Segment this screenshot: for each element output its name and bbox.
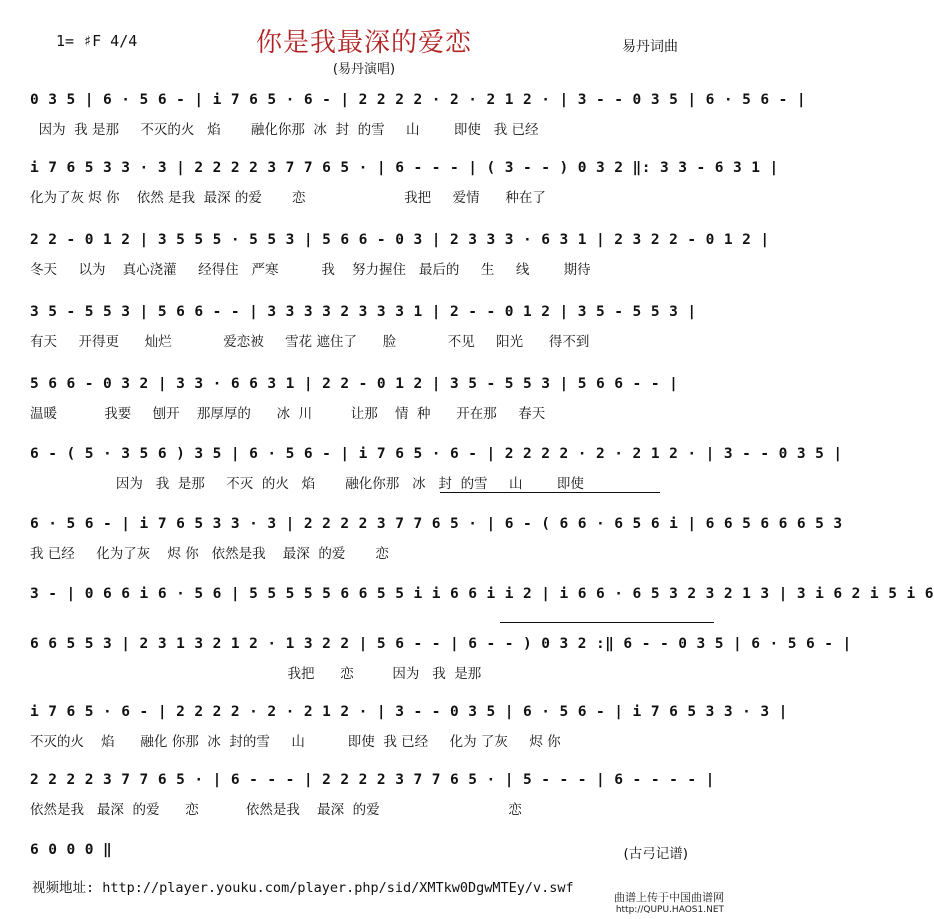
notation-line: 6 - ( 5 · 3 5 6 ) 3 5 | 6 · 5 6 - | i 7 6 5 · 6 - | 2 2 2 2 · 2 · 2 1 2 · | 3 - - 0 3 5 | [30, 446, 843, 462]
lyrics-line: 有天 开得更 灿烂 爱恋被 雪花 遮住了 脸 不见 阳光 得不到 [30, 334, 590, 350]
volta-bracket-1 [440, 492, 660, 493]
watermark-line-1: 曲谱上传于中国曲谱网 [614, 891, 724, 904]
notation-line: 6 · 5 6 - | i 7 6 5 3 3 · 3 | 2 2 2 2 3 7 7 6 5 · | 6 - ( 6 6 · 6 5 6 i | 6 6 5 6 6 6 5 3 [30, 516, 843, 532]
notation-line: i 7 6 5 · 6 - | 2 2 2 2 · 2 · 2 1 2 · | 3 - - 0 3 5 | 6 · 5 6 - | i 7 6 5 3 3 · 3 | [30, 704, 788, 720]
notation-line: 0 3 5 | 6 · 5 6 - | i 7 6 5 · 6 - | 2 2 2 2 · 2 · 2 1 2 · | 3 - - 0 3 5 | 6 · 5 6 - | [30, 92, 807, 108]
notation-line: 6 0 0 0 ‖ [30, 842, 113, 858]
notation-line: 3 - | 0 6 6 i 6 · 5 6 | 5 5 5 5 5 6 6 5 5 i i 6 6 i i 2 | i 6 6 · 6 5 3 2 3 2 1 3 | 3 i 6 2 i 5 i 6 [30, 586, 934, 602]
notation-line: 2 2 2 2 3 7 7 6 5 · | 6 - - - | 2 2 2 2 3 7 7 6 5 · | 5 - - - | 6 - - - - | [30, 772, 715, 788]
volta-bracket-2 [500, 622, 714, 623]
lyrics-line: 我 已经 化为了灰 烬 你 依然是我 最深 的爱 恋 [30, 546, 389, 562]
notation-line: 6 6 5 5 3 | 2 3 1 3 2 1 2 · 1 3 2 2 | 5 6 - - | 6 - - ) 0 3 2 :‖ 6 - - 0 3 5 | 6 · 5 6 - | [30, 636, 852, 652]
page-title: 你是我最深的爱恋 [255, 28, 472, 58]
singer-credit: (易丹演唱) [332, 62, 396, 77]
lyrics-line: 化为了灰 烬 你 依然 是我 最深 的爱 恋 我把 爱情 种在了 [30, 190, 546, 206]
composer-credit: 易丹词曲 [622, 39, 678, 55]
transcriber-credit: (古弓记谱) [623, 846, 688, 862]
lyrics-line: 因为 我 是那 不灭的火 焰 融化你那 冰 封 的雪 山 即使 我 已经 [30, 122, 539, 138]
notation-line: 3 5 - 5 5 3 | 5 6 6 - - | 3 3 3 3 2 3 3 3 1 | 2 - - 0 1 2 | 3 5 - 5 5 3 | [30, 304, 697, 320]
key-signature: 1= ♯F 4/4 [56, 32, 138, 50]
notation-line: 2 2 - 0 1 2 | 3 5 5 5 · 5 5 3 | 5 6 6 - 0 3 | 2 3 3 3 · 6 3 1 | 2 3 2 2 - 0 1 2 | [30, 232, 770, 248]
notation-line: i 7 6 5 3 3 · 3 | 2 2 2 2 3 7 7 6 5 · | 6 - - - | ( 3 - - ) 0 3 2 ‖: 3 3 - 6 3 1 | [30, 160, 779, 176]
lyrics-line: 冬天 以为 真心浇灌 经得住 严寒 我 努力握住 最后的 生 线 期待 [30, 262, 591, 278]
notation-line: 5 6 6 - 0 3 2 | 3 3 · 6 6 3 1 | 2 2 - 0 1 2 | 3 5 - 5 5 3 | 5 6 6 - - | [30, 376, 679, 392]
site-watermark [614, 892, 724, 916]
lyrics-line: 不灭的火 焰 融化 你那 冰 封的雪 山 即使 我 已经 化为 了灰 烬 你 [30, 734, 561, 750]
lyrics-line: 温暖 我要 刨开 那厚厚的 冰 川 让那 情 种 开在那 春天 [30, 406, 546, 422]
lyrics-line: 依然是我 最深 的爱 恋 依然是我 最深 的爱 恋 [30, 802, 522, 818]
lyrics-line: 因为 我 是那 不灭 的火 焰 融化你那 冰 封 的雪 山 即使 [30, 476, 584, 492]
lyrics-line: 我把 恋 因为 我 是那 [30, 666, 482, 682]
video-link[interactable]: 视频地址: http://player.youku.com/player.php/sid/XMTkw0DgwMTEy/v.swf [32, 880, 574, 896]
watermark-line-2: http://QUPU.HAOS1.NET [615, 905, 724, 915]
